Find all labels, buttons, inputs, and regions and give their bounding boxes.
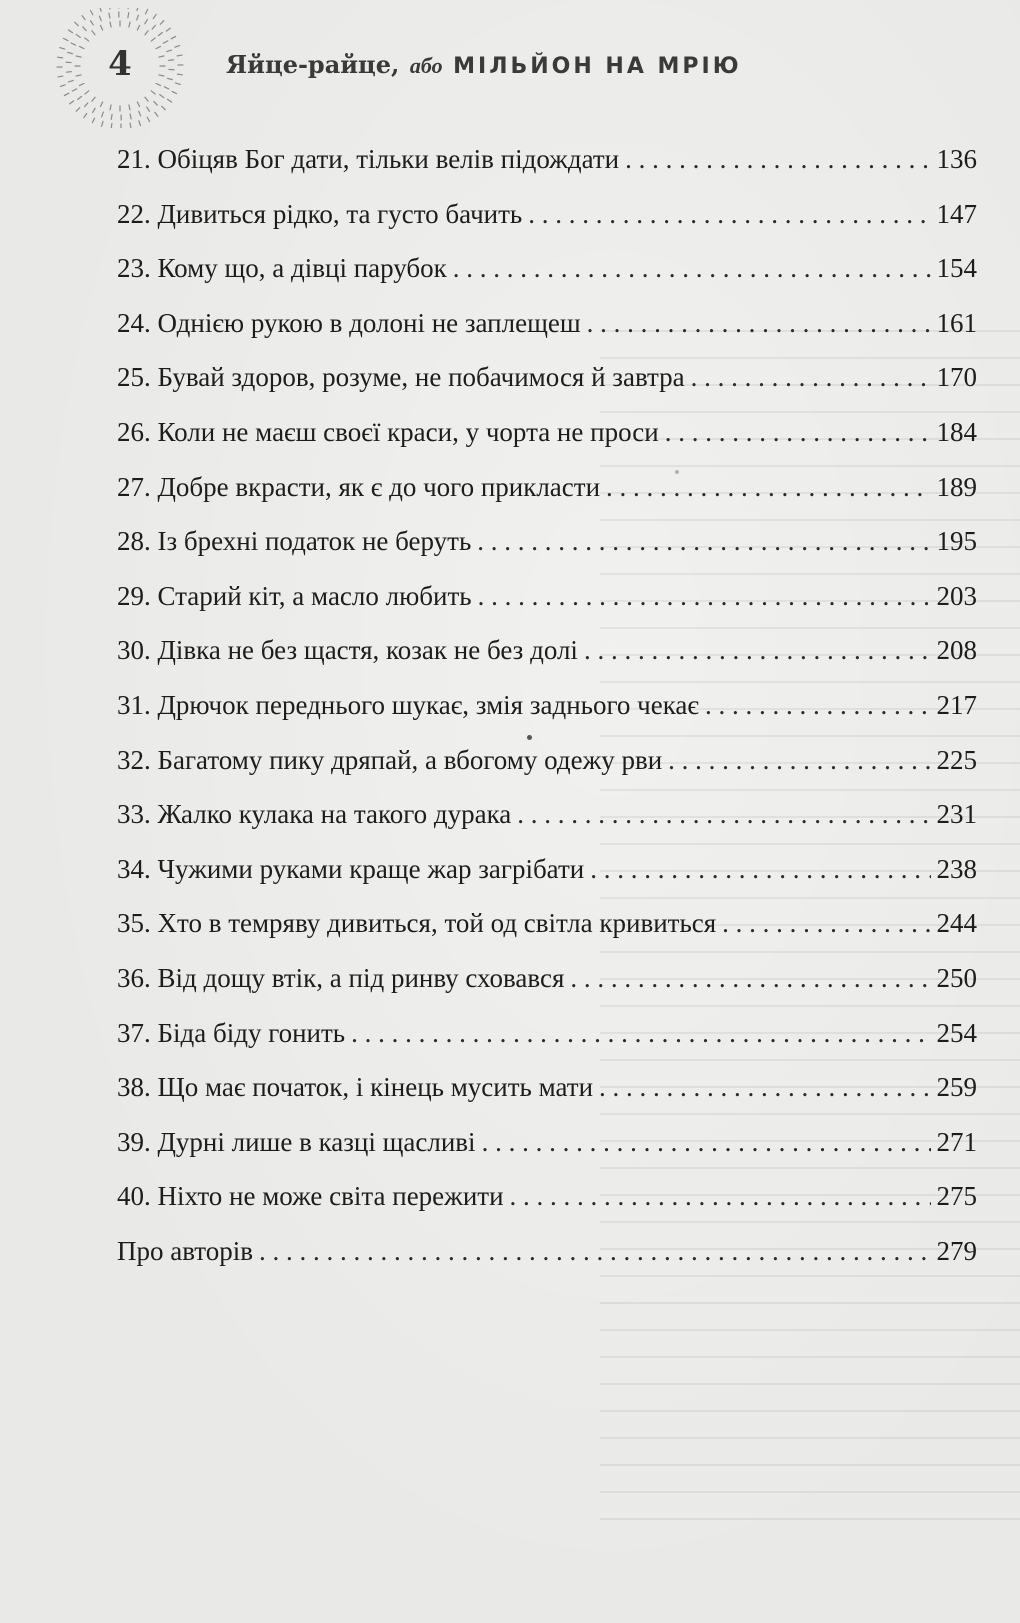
toc-entry[interactable] xyxy=(117,137,977,192)
sunburst-ray xyxy=(75,22,79,25)
toc-entry-title: 38. Що має початок, і кінець мусить мати xyxy=(117,1072,594,1103)
toc-dot-leader xyxy=(625,137,930,181)
toc-dot-leader xyxy=(584,628,931,672)
toc-entry-page: 136 xyxy=(936,144,977,174)
toc-dot-leader xyxy=(259,1229,930,1273)
toc-entry-page: 244 xyxy=(936,908,977,939)
toc-entry-page: 254 xyxy=(936,1017,977,1048)
running-title xyxy=(226,50,742,80)
toc-entry-page: 154 xyxy=(936,253,977,284)
sunburst-ray xyxy=(163,41,167,43)
toc-entry[interactable] xyxy=(117,519,977,574)
sunburst-ray xyxy=(145,9,147,13)
toc-dot-leader xyxy=(587,301,931,345)
book-title-main: Яйце-райце, xyxy=(226,50,400,79)
sunburst-ray xyxy=(158,33,162,36)
sunburst-ray xyxy=(137,25,139,30)
toc-dot-leader xyxy=(722,901,930,945)
sunburst-ray xyxy=(99,16,101,21)
toc-entry[interactable] xyxy=(117,192,977,247)
toc-entry-title: 25. Бувай здоров, розуме, не побачимося й завтра xyxy=(117,362,685,393)
sunburst-ray xyxy=(164,87,169,89)
toc-entry-title: Про авторів xyxy=(117,1235,254,1266)
toc-entry-title: 27. Добре вкрасти, як є до чого прикласти xyxy=(117,471,601,502)
sunburst-ray xyxy=(100,8,102,11)
page-number-badge xyxy=(50,8,190,128)
sunburst-ray xyxy=(153,14,156,18)
sunburst-ray xyxy=(85,103,88,107)
toc-entry-title: 28. Із брехні податок не беруть xyxy=(117,526,472,557)
toc-entry-page: 161 xyxy=(936,307,977,338)
toc-entry-title: 31. Дрючок переднього шукає, змія заднього чекає xyxy=(117,689,699,720)
toc-entry-title: 30. Дівка не без щастя, козак не без долі xyxy=(117,635,578,666)
toc-entry-page: 250 xyxy=(936,962,977,993)
toc-entry[interactable] xyxy=(117,628,977,683)
toc-dot-leader xyxy=(691,355,931,399)
sunburst-ray xyxy=(102,112,104,117)
sunburst-ray xyxy=(90,10,92,14)
sunburst-ray xyxy=(137,102,139,107)
toc-entry-title: 39. Дурні лише в казці щасливі xyxy=(117,1126,476,1157)
sunburst-ray xyxy=(147,107,150,111)
toc-entry[interactable] xyxy=(117,792,977,847)
toc-dot-leader xyxy=(351,1011,930,1055)
toc-dot-leader xyxy=(705,683,931,727)
sunburst-ray xyxy=(172,91,176,93)
toc-entry-title: 29. Старий кіт, а масло любить xyxy=(117,580,472,611)
sunburst-ray xyxy=(166,28,170,31)
sunburst-ray xyxy=(111,123,112,128)
sunburst-ray xyxy=(109,8,110,9)
sunburst-ray xyxy=(137,15,139,20)
toc-entry[interactable] xyxy=(117,901,977,956)
sunburst-ray xyxy=(162,106,166,109)
sunburst-ray xyxy=(160,95,164,98)
toc-entry-title: 40. Ніхто не може світа пережити xyxy=(117,1181,504,1212)
toc-entry[interactable] xyxy=(117,1174,977,1229)
sunburst-ray xyxy=(63,38,67,40)
sunburst-ray xyxy=(92,118,94,122)
sunburst-ray xyxy=(155,112,158,116)
toc-entry[interactable] xyxy=(117,738,977,793)
toc-dot-leader xyxy=(478,574,931,618)
toc-dot-leader xyxy=(665,410,931,454)
sunburst-ray xyxy=(91,21,94,25)
toc-dot-leader xyxy=(482,1120,931,1164)
toc-entry-page: 184 xyxy=(936,416,977,447)
toc-entry[interactable] xyxy=(117,1229,977,1284)
sunburst-ray xyxy=(130,114,131,119)
toc-dot-leader xyxy=(477,519,930,563)
sunburst-ray xyxy=(102,121,103,126)
running-header xyxy=(50,8,980,128)
toc-entry-title: 32. Багатому пику дряпай, а вбогому одежу рви xyxy=(117,744,663,775)
toc-entry-title: 24. Однією рукою в долоні не заплещеш xyxy=(117,307,581,338)
sunburst-ray xyxy=(100,102,102,107)
toc-entry[interactable] xyxy=(117,465,977,520)
toc-entry-title: 23. Кому що, а дівці парубок xyxy=(117,253,447,284)
sunburst-ray xyxy=(110,105,111,110)
sunburst-ray xyxy=(76,108,79,112)
toc-entry[interactable] xyxy=(117,1011,977,1066)
toc-entry-title: 35. Хто в темряву дивиться, той од світла кривиться xyxy=(117,908,717,939)
toc-entry-page: 195 xyxy=(936,526,977,557)
sunburst-ray xyxy=(145,19,148,23)
toc-entry-page: 217 xyxy=(936,689,977,720)
sunburst-ray xyxy=(145,31,148,35)
toc-entry-title: 34. Чужими руками краще жар загрібати xyxy=(117,853,585,884)
toc-dot-leader xyxy=(599,1065,930,1109)
sunburst-ray xyxy=(83,27,86,31)
book-title-subtitle: МІЛЬЙОН НА МРІЮ xyxy=(453,54,742,79)
sunburst-ray xyxy=(154,101,157,105)
sunburst-ray xyxy=(167,99,171,102)
toc-dot-leader xyxy=(570,956,930,1000)
toc-dot-leader xyxy=(517,792,930,836)
sunburst-ray xyxy=(72,89,76,91)
toc-entry-title: 22. Дивиться рідко, та густо бачить xyxy=(117,198,523,229)
sunburst-ray xyxy=(76,34,80,37)
sunburst-ray xyxy=(137,8,138,11)
sunburst-ray xyxy=(64,93,68,95)
sunburst-ray xyxy=(60,85,65,87)
toc-entry[interactable] xyxy=(117,956,977,1011)
sunburst-ray xyxy=(110,22,111,27)
sunburst-ray xyxy=(152,25,155,29)
page-number: 4 xyxy=(108,44,132,84)
toc-entry-page: 238 xyxy=(936,853,977,884)
toc-dot-leader xyxy=(453,246,931,290)
sunburst-ray xyxy=(93,108,96,112)
sunburst-ray xyxy=(160,21,163,25)
toc-entry[interactable] xyxy=(117,683,977,738)
sunburst-ray xyxy=(85,38,89,41)
sunburst-ray xyxy=(128,13,129,18)
sunburst-ray xyxy=(129,22,130,27)
toc-entry-page: 147 xyxy=(936,198,977,229)
sunburst-ray xyxy=(109,13,110,18)
toc-entry[interactable] xyxy=(117,246,977,301)
sunburst-ray xyxy=(139,111,141,116)
toc-entry-page: 203 xyxy=(936,580,977,611)
sunburst-ray xyxy=(85,91,89,94)
sunburst-ray xyxy=(70,101,74,104)
toc-entry-page: 271 xyxy=(936,1126,977,1157)
toc-entry[interactable] xyxy=(117,1065,977,1120)
sunburst-ray xyxy=(84,113,87,117)
toc-entry-page: 208 xyxy=(936,635,977,666)
table-of-contents xyxy=(117,137,977,1283)
sunburst-ray xyxy=(82,16,85,20)
toc-entry-page: 170 xyxy=(936,362,977,393)
toc-dot-leader xyxy=(590,847,930,891)
toc-entry-page: 259 xyxy=(936,1072,977,1103)
toc-entry-title: 26. Коли не маєш своєї краси, у чорта не проси xyxy=(117,416,659,447)
toc-entry-page: 225 xyxy=(936,744,977,775)
toc-entry[interactable] xyxy=(117,1120,977,1175)
sunburst-ray xyxy=(171,36,175,38)
sunburst-ray xyxy=(68,30,72,33)
sunburst-ray xyxy=(128,8,129,9)
sunburst-ray xyxy=(145,97,148,101)
sunburst-ray xyxy=(92,31,95,35)
sunburst-ray xyxy=(151,38,155,41)
book-title-conjunction: або xyxy=(409,53,443,78)
toc-entry-title: 37. Біда біду гонить xyxy=(117,1017,346,1048)
toc-dot-leader xyxy=(510,1174,931,1218)
toc-entry[interactable] xyxy=(117,301,977,356)
toc-entry[interactable] xyxy=(117,847,977,902)
toc-dot-leader xyxy=(606,465,930,509)
toc-entry[interactable] xyxy=(117,410,977,465)
sunburst-ray xyxy=(139,121,141,126)
toc-dot-leader xyxy=(668,738,930,782)
toc-entry[interactable] xyxy=(117,355,977,410)
toc-dot-leader xyxy=(528,192,930,236)
sunburst-ray xyxy=(130,123,131,128)
toc-entry-title: 21. Обіцяв Бог дати, тільки велів підождати xyxy=(117,144,620,174)
sunburst-ray xyxy=(129,105,130,110)
toc-entry-page: 279 xyxy=(936,1235,977,1266)
sunburst-ray xyxy=(92,97,95,101)
toc-entry-title: 36. Від дощу втік, а під ринву сховався xyxy=(117,962,565,993)
sunburst-ray xyxy=(100,25,102,30)
sunburst-ray xyxy=(111,114,112,119)
toc-entry-page: 231 xyxy=(936,799,977,830)
sunburst-ray xyxy=(147,117,149,121)
toc-entry[interactable] xyxy=(117,574,977,629)
toc-entry-title: 33. Жалко кулака на такого дурака xyxy=(117,799,512,830)
sunburst-ray xyxy=(78,96,82,99)
toc-entry-page: 189 xyxy=(936,471,977,502)
toc-entry-page: 275 xyxy=(936,1181,977,1212)
sunburst-ray xyxy=(151,91,155,94)
